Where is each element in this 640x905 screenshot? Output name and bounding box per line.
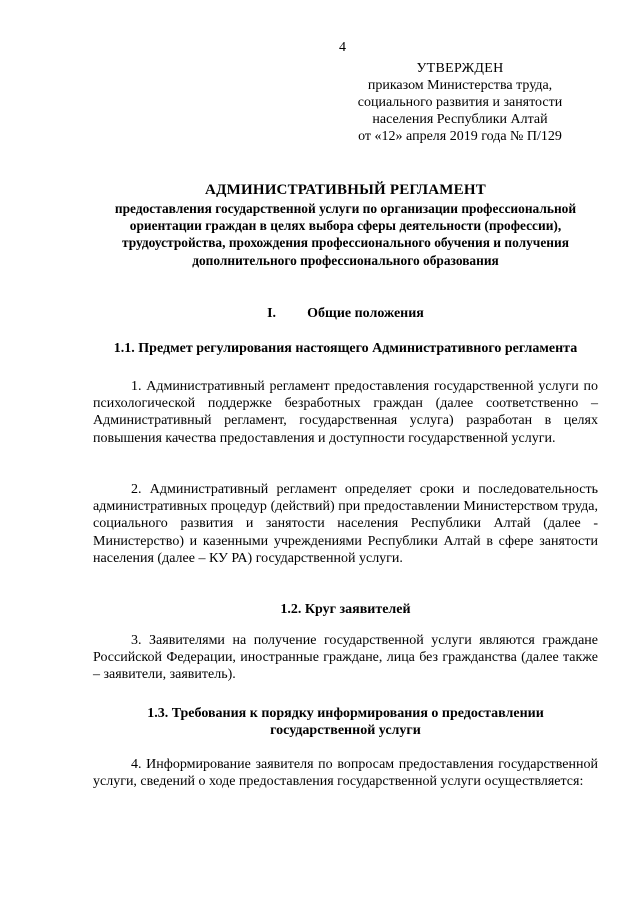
subsection-heading-1-1: 1.1. Предмет регулирования настоящего Административного регламента [113, 341, 578, 356]
paragraph-4: 4. Информирование заявителя по вопросам предоставления государственной услуги, сведений о ходе предоставления государственной услуги осуществляется: [93, 757, 598, 790]
paragraph-1: 1. Административный регламент предоставления государственной услуги по психологической поддержке безработных граждан (далее соответственно – Административный регламент, государственная услуга) разработан в целях повышения качества предоставления и доступности государственной услуги. [93, 379, 598, 446]
approval-line-4: от «12» апреля 2019 года № П/129 [358, 129, 562, 144]
approved-label: УТВЕРЖДЕН [416, 61, 504, 76]
approval-line-3: населения Республики Алтай [372, 112, 548, 127]
page-number: 4 [339, 40, 346, 55]
document-title-block [93, 180, 598, 269]
document-subtitle: предоставления государственной услуги по организации профессиональной ориентации граждан в целях выбора сферы деятельности (профессии), трудоустройства, прохождения профессионального обучения и получения дополнительного профессионального образования [114, 201, 577, 268]
subsection-heading-1-3: 1.3. Требования к порядку информирования о предоставлении государственной услуги [147, 706, 544, 738]
approval-line-1: приказом Министерства труда, [367, 78, 553, 93]
section-number: I. [267, 306, 277, 321]
document-title: АДМИНИСТРАТИВНЫЙ РЕГЛАМЕНТ [205, 182, 486, 198]
section-heading [93, 305, 598, 322]
approval-line-2: социального развития и занятости [357, 95, 563, 110]
subsection-heading-1-2: 1.2. Круг заявителей [280, 602, 411, 617]
paragraph-2: 2. Административный регламент определяет сроки и последовательность административных процедур (действий) при предоставлении Министерством труда, социального развития и занятости населения Республики Алтай (далее - Министерство) и казенными учреждениями Республики Алтай в сфере занятости населения (далее – КУ РА) государственной услуги. [93, 482, 598, 566]
approval-stamp-block [330, 60, 590, 145]
section-title: Общие положения [307, 306, 424, 321]
paragraph-3: 3. Заявителями на получение государственной услуги являются граждане Российской Федерации, иностранные граждане, лица без гражданства (далее также – заявители, заявитель). [93, 633, 598, 683]
